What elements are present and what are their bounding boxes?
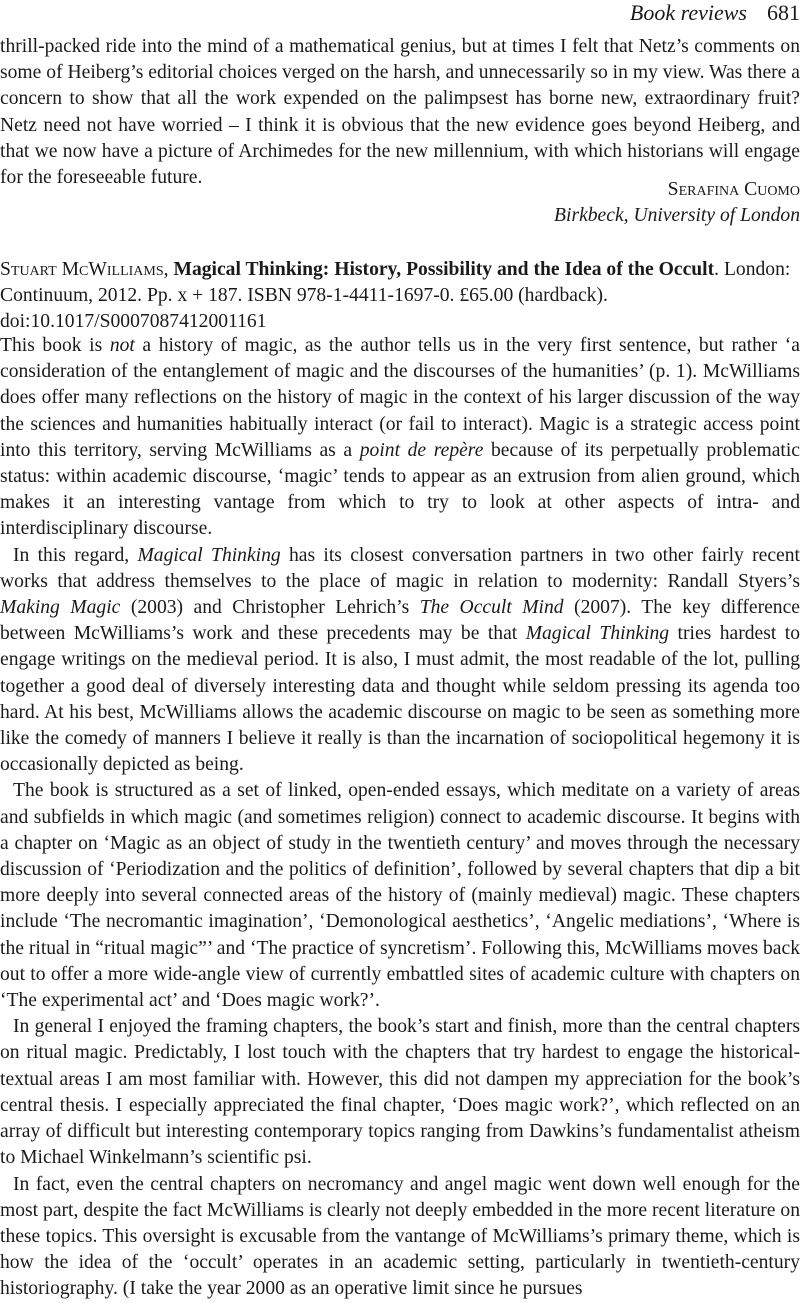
text-run: In general I enjoyed the framing chapters, the book’s start and finish, more than the central chapters on ritual magic. Predictably, I lost touch with the chapters that try hardest to engage the historical-textual areas I am most familiar with. However, this did not dampen my appreciation for the book’s central thesis. I especially appreciated the final chapter, ‘Does magic work?’, which reflected on an array of difficult but interesting contemporary topics ranging from Dawkins’s fundamentalist atheism to Michael Winkelmann’s scientific psi.: [0, 1016, 800, 1169]
italic-text: point de repère: [359, 439, 484, 461]
review-paragraph: [0, 333, 800, 543]
reviewer-affiliation: Birkbeck, University of London: [554, 205, 800, 227]
italic-text: Magical Thinking: [525, 623, 670, 645]
reviewer-signature: [554, 177, 800, 229]
review-paragraph: [0, 778, 800, 1014]
review-paragraph: [0, 543, 800, 779]
text-run: In this regard,: [13, 544, 138, 566]
italic-text: Making Magic: [0, 597, 121, 619]
doi: doi:10.1017/S0007087412001161: [0, 311, 267, 333]
text-run: This book is: [0, 335, 110, 356]
text-run: In fact, even the central chapters on necromancy and angel magic went down well enough for the most part, despite the fact McWilliams is clearly not deeply embedded in the more recent literature on these topics. This oversight is excusable from the vantange of McWilliams’s primary theme, which is how the idea of the ‘occult’ operates in an academic setting, particularly in twentieth-century historiography. (I take the year 2000 as an operative limit since he pursues: [0, 1173, 800, 1300]
reviewer-name: Serafina Cuomo: [667, 179, 800, 200]
review-paragraph: [0, 1014, 800, 1171]
publication-details: . London: Continuum, 2012. Pp. x + 187. ISBN 978-1-4411-1697-0. £65.00 (hardback).: [0, 259, 791, 307]
text-run: The book is structured as a set of linked, open-ended essays, which meditate on a variety of areas and subfields in which magic (and sometimes religion) connect to academic discourse. It begins with a chapter on ‘Magic as an object of study in the twentieth century’ and moves through the necessary discussion of ‘Periodization and the politics of definition’, followed by several chapters that dip a bit more deeply into several connected areas of the history of (mainly medieval) magic. These chapters include ‘The necromantic imagination’, ‘Demonological aesthetics’, ‘Angelic mediations’, ‘Where is the ritual in “ritual magic”’ and ‘The practice of syncretism’. Following this, McWilliams moves back out to offer a more wide-angle view of currently embattled sites of academic culture with chapters on ‘The experimental act’ and ‘Does magic work?’.: [0, 780, 800, 1012]
text-run: a history of magic, as the author tells us in the very first sentence, but rather ‘a consideration of the entanglement of magic and the discourses of the humanities’ (p. 1). McWilliams does offer many reflections on the history of magic in the context of his larger discussion of the way the sciences and humanities habitually interact (or fail to interact). Magic is a strategic access point into this territory, serving McWilliams as a: [0, 335, 800, 461]
author-separator: ,: [163, 259, 174, 280]
text-run: (2007). The key difference between McWilliams’s work and these precedents may be that: [0, 597, 800, 645]
text-run: tries hardest to engage writings on the medieval period. It is also, I must admit, the most readable of the lot, pulling together a good deal of diversely interesting data and thought while seldom pressing its agenda too hard. At his best, McWilliams allows the academic discourse on magic to be seen as something more like the comedy of manners I believe it really is than the incarnation of sociopolitical hegemony it is occasionally depicted as being.: [0, 623, 800, 776]
previous-review-closing: [0, 34, 800, 191]
italic-text: Magical Thinking: [137, 544, 281, 566]
book-title: Magical Thinking: History, Possibility and the Idea of the Occult: [173, 259, 715, 280]
review-bibliographic-header: [0, 257, 800, 336]
previous-review-paragraph: thrill-packed ride into the mind of a mathematical genius, but at times I felt that Netz’s comments on some of Heiberg’s editorial choices verged on the harsh, and unnecessarily so in my view. Was there a concern to show that all the work expended on the palimpsest has borne new, extraordinary fruit? Netz need not have worried – I think it is obvious that the new evidence goes beyond Heiberg, and that we now have a picture of Archimedes for the new millennium, with which historians will engage for the foreseeable future.: [0, 36, 800, 189]
review-paragraph: [0, 1172, 800, 1303]
book-author: Stuart McWilliams: [0, 259, 164, 280]
page-number: 681: [767, 0, 800, 25]
text-run: has its closest conversation partners in two other fairly recent works that address themselves to the place of magic in relation to modernity: Randall Styers’s: [0, 544, 800, 592]
italic-text: not: [109, 335, 135, 356]
italic-text: The Occult Mind: [419, 597, 564, 619]
review-body: [0, 333, 800, 1303]
running-head: [630, 0, 800, 26]
text-run: (2003) and Christopher Lehrich’s: [120, 597, 420, 619]
running-head-section: Book reviews: [629, 0, 747, 25]
text-run: because of its perpetually problematic status: within academic discourse, ‘magic’ tends to appear as an extrusion from alien ground, which makes it an interesting vantage from which to try to look at other aspects of intra- and interdisciplinary discourse.: [0, 439, 800, 540]
